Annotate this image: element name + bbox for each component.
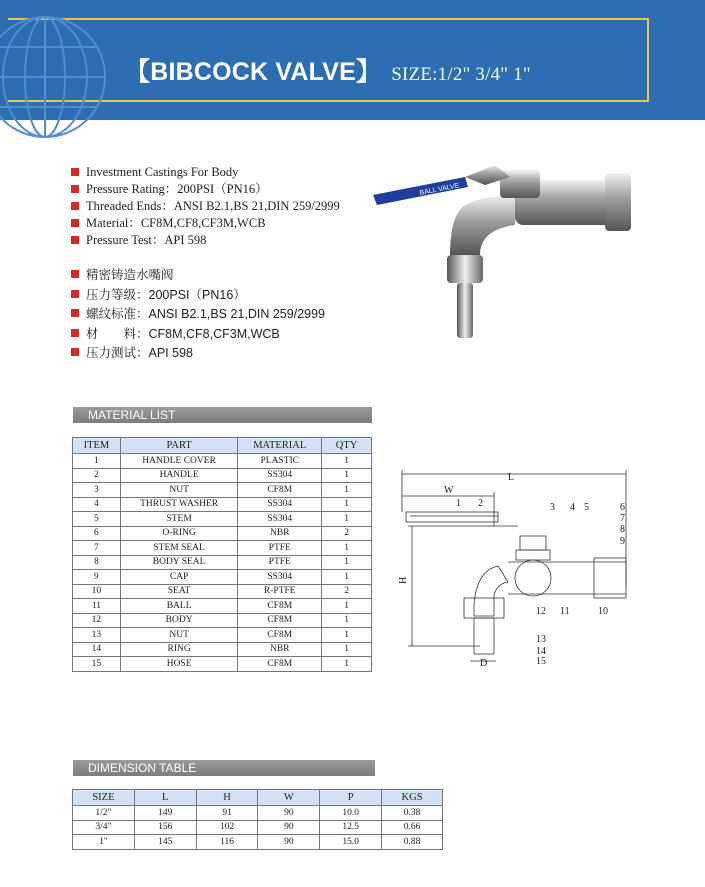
table-cell: SS304 bbox=[238, 512, 322, 527]
table-cell: 156 bbox=[134, 820, 196, 835]
table-cell: NBR bbox=[238, 642, 322, 657]
table-row bbox=[73, 657, 372, 672]
dim-label-l: L bbox=[508, 472, 515, 483]
table-cell: 1 bbox=[73, 454, 121, 469]
column-header: MATERIAL bbox=[238, 438, 322, 454]
dim-label-w: W bbox=[444, 485, 454, 496]
feature-text: Material：CF8M,CF8,CF3M,WCB bbox=[86, 216, 266, 230]
bullet-icon bbox=[71, 236, 79, 244]
table-cell: 6 bbox=[73, 526, 121, 541]
features-english bbox=[71, 164, 340, 249]
callout-label: 7 bbox=[620, 513, 625, 524]
table-cell: HANDLE COVER bbox=[120, 454, 238, 469]
table-cell: 1 bbox=[322, 599, 372, 614]
column-header: W bbox=[258, 790, 320, 806]
column-header: QTY bbox=[322, 438, 372, 454]
table-cell: 15 bbox=[73, 657, 121, 672]
dim-label-h: H bbox=[398, 576, 409, 584]
table-cell: 90 bbox=[258, 835, 320, 850]
table-cell: 10 bbox=[73, 584, 121, 599]
table-cell: 13 bbox=[73, 628, 121, 643]
table-row bbox=[73, 584, 372, 599]
table-row bbox=[73, 613, 372, 628]
dim-label-d: D bbox=[480, 658, 488, 669]
table-cell: 1 bbox=[322, 628, 372, 643]
table-cell: 4 bbox=[73, 497, 121, 512]
feature-text: 压力等级：200PSI（PN16） bbox=[86, 287, 246, 302]
table-cell: 1 bbox=[322, 483, 372, 498]
callout-label: 12 bbox=[536, 606, 546, 617]
header-banner bbox=[0, 0, 705, 120]
feature-text: 材 料：CF8M,CF8,CF3M,WCB bbox=[86, 326, 280, 341]
dimension-table-header bbox=[73, 790, 443, 806]
material-list-heading: MATERIAL LIST bbox=[73, 407, 372, 423]
table-cell: 0.88 bbox=[382, 835, 443, 850]
table-row bbox=[73, 483, 372, 498]
table-cell: STEM bbox=[120, 512, 238, 527]
table-cell: 149 bbox=[134, 806, 196, 821]
valve-photo bbox=[365, 155, 665, 355]
bullet-icon bbox=[71, 348, 79, 356]
table-cell: 12.5 bbox=[320, 820, 382, 835]
column-header: H bbox=[196, 790, 258, 806]
feature-item bbox=[71, 266, 325, 286]
callout-label: 10 bbox=[598, 606, 608, 617]
column-header: ITEM bbox=[73, 438, 121, 454]
table-cell: RING bbox=[120, 642, 238, 657]
table-cell: BODY SEAL bbox=[120, 555, 238, 570]
table-cell: NUT bbox=[120, 483, 238, 498]
callout-label: 2 bbox=[478, 498, 483, 509]
table-cell: 14 bbox=[73, 642, 121, 657]
column-header: PART bbox=[120, 438, 238, 454]
table-cell: BODY bbox=[120, 613, 238, 628]
feature-item bbox=[71, 305, 325, 325]
table-row bbox=[73, 835, 443, 850]
table-row bbox=[73, 497, 372, 512]
table-cell: 1" bbox=[73, 835, 135, 850]
bullet-icon bbox=[71, 290, 79, 298]
table-cell: SS304 bbox=[238, 497, 322, 512]
table-cell: 1 bbox=[322, 512, 372, 527]
table-cell: PLASTIC bbox=[238, 454, 322, 469]
table-row bbox=[73, 512, 372, 527]
table-cell: CF8M bbox=[238, 599, 322, 614]
table-cell: 2 bbox=[73, 468, 121, 483]
table-cell: PTFE bbox=[238, 555, 322, 570]
table-cell: 1 bbox=[322, 497, 372, 512]
drawing-callouts bbox=[456, 498, 625, 667]
table-cell: SEAT bbox=[120, 584, 238, 599]
material-table bbox=[72, 437, 372, 672]
table-cell: NBR bbox=[238, 526, 322, 541]
table-cell: PTFE bbox=[238, 541, 322, 556]
feature-item bbox=[71, 344, 325, 364]
table-cell: 90 bbox=[258, 820, 320, 835]
callout-label: 3 bbox=[550, 502, 555, 513]
table-cell: 1/2" bbox=[73, 806, 135, 821]
table-cell: NUT bbox=[120, 628, 238, 643]
table-cell: CF8M bbox=[238, 613, 322, 628]
feature-text: 螺纹标准：ANSI B2.1,BS 21,DIN 259/2999 bbox=[86, 307, 325, 321]
table-cell: 12 bbox=[73, 613, 121, 628]
column-header: KGS bbox=[382, 790, 443, 806]
bullet-icon bbox=[71, 185, 79, 193]
feature-text: Pressure Test：API 598 bbox=[86, 233, 207, 247]
table-cell: HANDLE bbox=[120, 468, 238, 483]
technical-drawing bbox=[398, 466, 638, 676]
feature-text: Pressure Rating：200PSI（PN16） bbox=[86, 182, 268, 196]
callout-label: 4 bbox=[570, 502, 575, 513]
table-row bbox=[73, 820, 443, 835]
feature-text: 精密铸造水嘴阀 bbox=[86, 268, 174, 282]
table-row bbox=[73, 628, 372, 643]
table-cell: STEM SEAL bbox=[120, 541, 238, 556]
table-cell: 1 bbox=[322, 613, 372, 628]
features-chinese bbox=[71, 266, 325, 364]
table-cell: 116 bbox=[196, 835, 258, 850]
table-cell: BALL bbox=[120, 599, 238, 614]
callout-label: 1 bbox=[456, 498, 461, 509]
table-cell: 9 bbox=[73, 570, 121, 585]
feature-text: 压力测试：API 598 bbox=[86, 346, 193, 360]
callout-label: 13 bbox=[536, 634, 546, 645]
table-cell: SS304 bbox=[238, 468, 322, 483]
callout-label: 15 bbox=[536, 656, 546, 667]
bullet-icon bbox=[71, 329, 79, 337]
table-cell: 15.0 bbox=[320, 835, 382, 850]
size-text: SIZE:1/2" 3/4" 1" bbox=[391, 64, 531, 85]
dimension-table-heading: DIMENSION TABLE bbox=[73, 760, 375, 776]
table-row bbox=[73, 454, 372, 469]
table-cell: 91 bbox=[196, 806, 258, 821]
table-cell: 0.66 bbox=[382, 820, 443, 835]
table-cell: R-PTFE bbox=[238, 584, 322, 599]
table-row bbox=[73, 526, 372, 541]
dimension-table bbox=[72, 789, 443, 850]
table-cell: 3 bbox=[73, 483, 121, 498]
column-header: SIZE bbox=[73, 790, 135, 806]
table-cell: 2 bbox=[322, 584, 372, 599]
feature-text: Threaded Ends：ANSI B2.1,BS 21,DIN 259/2999 bbox=[86, 199, 340, 213]
table-row bbox=[73, 806, 443, 821]
table-cell: 2 bbox=[322, 526, 372, 541]
table-cell: 1 bbox=[322, 541, 372, 556]
table-cell: CF8M bbox=[238, 657, 322, 672]
table-cell: 1 bbox=[322, 570, 372, 585]
table-cell: CAP bbox=[120, 570, 238, 585]
table-cell: 1 bbox=[322, 657, 372, 672]
table-cell: 102 bbox=[196, 820, 258, 835]
table-cell: 145 bbox=[134, 835, 196, 850]
callout-label: 11 bbox=[560, 606, 570, 617]
table-cell: 1 bbox=[322, 555, 372, 570]
page-title bbox=[125, 52, 531, 88]
feature-item bbox=[71, 181, 340, 198]
bullet-icon bbox=[71, 270, 79, 278]
table-row bbox=[73, 555, 372, 570]
feature-item bbox=[71, 232, 340, 249]
feature-item bbox=[71, 164, 340, 181]
bullet-icon bbox=[71, 309, 79, 317]
bullet-icon bbox=[71, 168, 79, 176]
table-cell: CF8M bbox=[238, 628, 322, 643]
table-cell: 1 bbox=[322, 642, 372, 657]
table-cell: 8 bbox=[73, 555, 121, 570]
column-header: P bbox=[320, 790, 382, 806]
feature-item bbox=[71, 215, 340, 232]
table-row bbox=[73, 468, 372, 483]
table-cell: 1 bbox=[322, 454, 372, 469]
callout-label: 14 bbox=[536, 646, 546, 657]
table-cell: CF8M bbox=[238, 483, 322, 498]
table-cell: HOSE bbox=[120, 657, 238, 672]
callout-label: 9 bbox=[620, 536, 625, 547]
feature-item bbox=[71, 325, 325, 345]
table-row bbox=[73, 599, 372, 614]
table-cell: 5 bbox=[73, 512, 121, 527]
column-header: L bbox=[134, 790, 196, 806]
table-cell: 11 bbox=[73, 599, 121, 614]
table-row bbox=[73, 541, 372, 556]
valve-label: BALL VALVE bbox=[419, 182, 460, 197]
table-cell: 7 bbox=[73, 541, 121, 556]
table-cell: O-RING bbox=[120, 526, 238, 541]
material-table-header bbox=[73, 438, 372, 454]
bullet-icon bbox=[71, 219, 79, 227]
globe-icon bbox=[0, 12, 110, 142]
callout-label: 8 bbox=[620, 524, 625, 535]
table-row bbox=[73, 642, 372, 657]
table-row bbox=[73, 570, 372, 585]
feature-text: Investment Castings For Body bbox=[86, 165, 239, 179]
table-cell: SS304 bbox=[238, 570, 322, 585]
callout-label: 5 bbox=[584, 502, 589, 513]
table-cell: 3/4" bbox=[73, 820, 135, 835]
title-text: 【BIBCOCK VALVE】 bbox=[125, 58, 382, 86]
feature-item bbox=[71, 286, 325, 306]
feature-item bbox=[71, 198, 340, 215]
table-cell: 1 bbox=[322, 468, 372, 483]
callout-label: 6 bbox=[620, 502, 625, 513]
table-cell: 90 bbox=[258, 806, 320, 821]
bullet-icon bbox=[71, 202, 79, 210]
table-cell: 0.38 bbox=[382, 806, 443, 821]
table-cell: THRUST WASHER bbox=[120, 497, 238, 512]
table-cell: 10.0 bbox=[320, 806, 382, 821]
